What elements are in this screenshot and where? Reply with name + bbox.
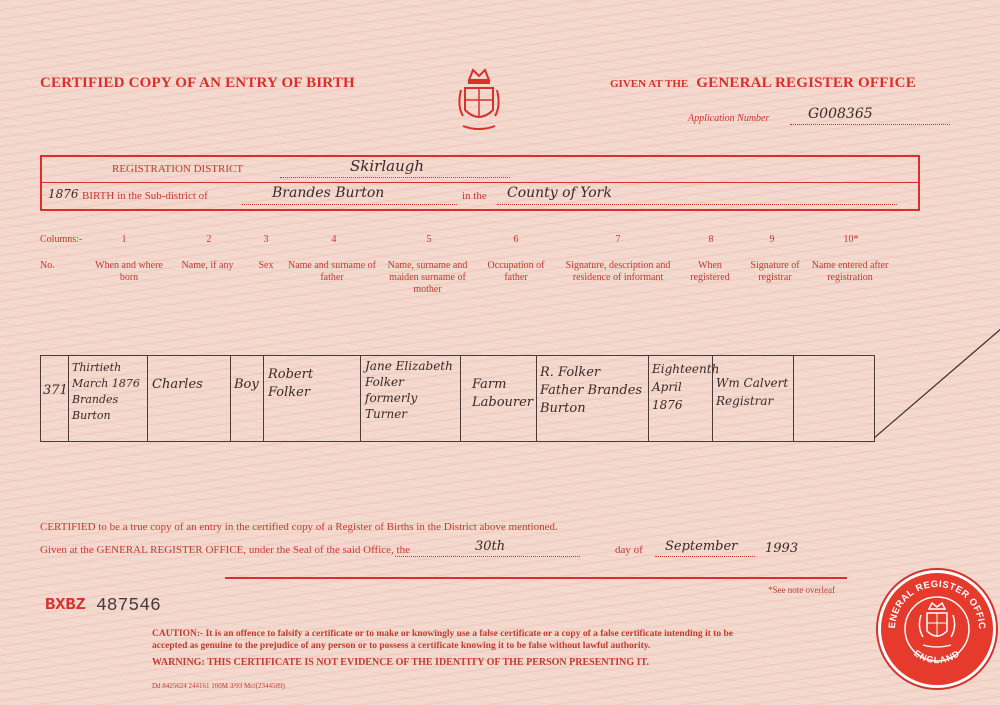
entry-occupation: Farm Labourer xyxy=(472,377,534,410)
column-number: 2 xyxy=(206,234,212,245)
certification-year: 1993 xyxy=(765,541,799,556)
given-under-seal-text: Given at the GENERAL REGISTER OFFICE, under the Seal of the said Office, the xyxy=(40,544,410,556)
caution-line-1: CAUTION:- It is an offence to falsify a certificate or to make or knowingly use a false certificate or a copy of a false certificate intending it to be xyxy=(152,629,733,639)
given-at-header xyxy=(610,74,916,92)
district-value: Skirlaugh xyxy=(350,157,424,175)
certification-day: 30th xyxy=(475,539,506,554)
column-heading-occupation: Occupation of father xyxy=(487,260,545,283)
see-note-overleaf: *See note overleaf xyxy=(768,585,835,595)
registration-district-box xyxy=(40,155,920,211)
column-heading-name: Name, if any xyxy=(181,260,234,271)
application-number-field xyxy=(790,108,950,125)
royal-crest-icon xyxy=(455,66,503,136)
svg-text:ENGLAND: ENGLAND xyxy=(912,647,962,666)
column-number: 8 xyxy=(708,234,714,245)
column-number: 3 xyxy=(263,234,269,245)
void-stroke-icon xyxy=(874,326,1000,441)
entry-mother: Jane Elizabeth Folker formerly Turner xyxy=(365,359,453,421)
caution-line-2: accepted as genuine to the prejudice of any person or to possess a certificate knowing it to be false without lawful authority. xyxy=(152,641,651,651)
registration-district-label: REGISTRATION DISTRICT xyxy=(112,163,244,175)
entry-when-where-born: Thirtieth March 1876 Brandes Burton xyxy=(72,361,140,422)
columns-label: Columns:- xyxy=(40,234,83,245)
entry-number: 371 xyxy=(43,383,68,398)
certification-month: September xyxy=(665,539,738,554)
entry-father: Robert Folker xyxy=(268,367,314,400)
footer-print-code: Dd 8425624 244161 100M 3/93 Mcr(2344589) xyxy=(152,682,285,690)
certification-statement: CERTIFIED to be a true copy of an entry in the certified copy of a Register of Births in the District above mentioned. xyxy=(40,521,558,533)
general-register-office-title: GENERAL REGISTER OFFICE xyxy=(696,75,916,91)
application-number-value: G008365 xyxy=(808,106,873,122)
column-heading-when-where-born: When and where born xyxy=(95,260,163,283)
birth-subdistrict-label: BIRTH in the Sub-district of xyxy=(82,190,208,202)
given-at-prefix: GIVEN AT THE xyxy=(610,78,689,90)
entry-registrar: Wm Calvert Registrar xyxy=(716,376,789,408)
in-the-label: in the xyxy=(462,190,487,202)
column-heading-name-after: Name entered after registration xyxy=(811,260,889,283)
column-number: 5 xyxy=(426,234,432,245)
entry-name: Charles xyxy=(152,377,203,392)
column-heading-no: No. xyxy=(40,260,55,271)
entry-sex: Boy xyxy=(234,377,259,392)
column-heading-sex: Sex xyxy=(258,260,274,271)
column-number: 9 xyxy=(769,234,775,245)
warning-statement: WARNING: THIS CERTIFICATE IS NOT EVIDENCE OF THE IDENTITY OF THE PERSON PRESENTING IT. xyxy=(152,657,649,668)
column-headers xyxy=(40,234,890,294)
subdistrict-value: Brandes Burton xyxy=(272,185,385,201)
entry-when-registered: Eighteenth April 1876 xyxy=(652,362,720,412)
column-number: 7 xyxy=(615,234,621,245)
signature-rule xyxy=(225,577,847,579)
entry-informant: R. Folker Father Brandes Burton xyxy=(540,365,643,416)
column-number: 4 xyxy=(331,234,337,245)
svg-text:GENERAL REGISTER OFFICE: ENERAL REGISTER OFFIC xyxy=(886,578,988,630)
column-heading-when-registered: When registered xyxy=(690,260,730,283)
column-number: 10* xyxy=(843,234,859,245)
column-heading-registrar: Signature of registrar xyxy=(750,260,800,283)
certificate-title: CERTIFIED COPY OF AN ENTRY OF BIRTH xyxy=(40,75,355,91)
day-of-label: day of xyxy=(615,544,643,556)
serial-prefix: BXBZ xyxy=(45,596,86,615)
general-register-office-seal-icon xyxy=(878,570,996,688)
county-value: County of York xyxy=(507,185,612,201)
column-number: 1 xyxy=(121,234,127,245)
column-heading-mother: Name, surname and maiden surname of mother xyxy=(387,260,468,295)
column-heading-father: Name and surname of father xyxy=(287,260,377,283)
serial-number: 487546 xyxy=(96,596,161,616)
entry-row xyxy=(40,355,875,442)
application-number-label: Application Number xyxy=(688,113,770,124)
column-number: 6 xyxy=(513,234,519,245)
registration-year: 1876 xyxy=(48,187,79,201)
column-heading-informant: Signature, description and residence of informant xyxy=(565,260,671,283)
